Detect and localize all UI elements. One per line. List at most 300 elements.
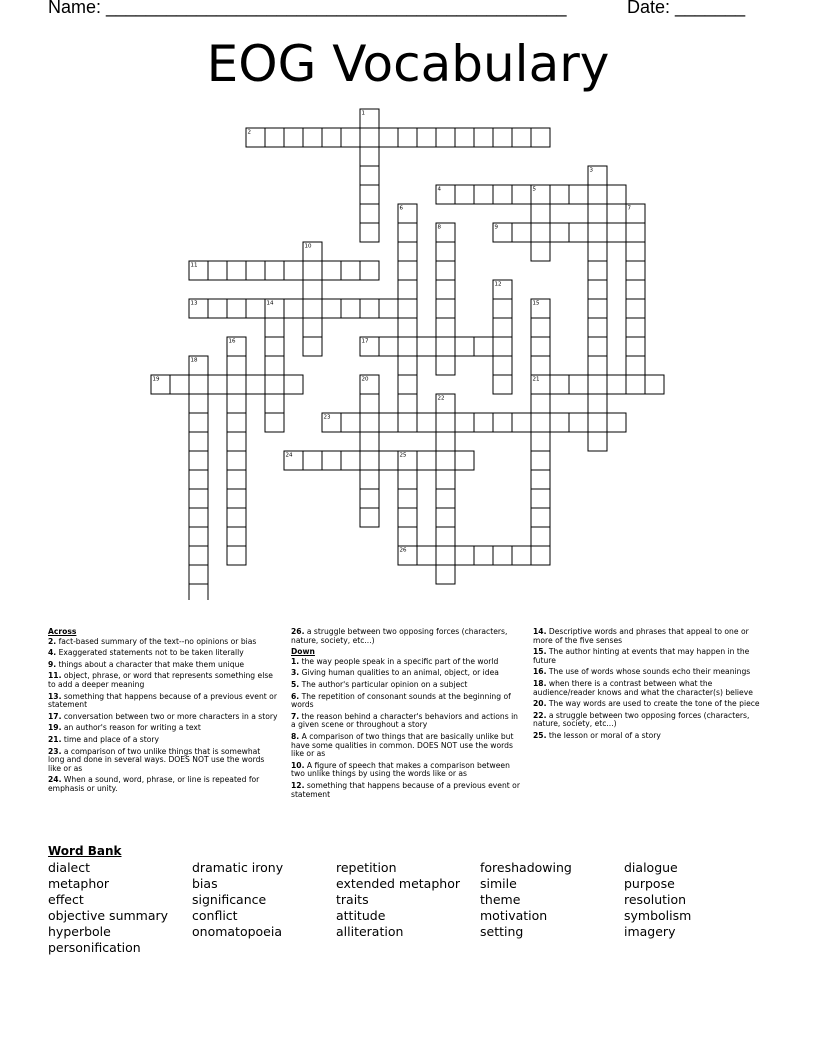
crossword-cell[interactable] [588,280,607,299]
crossword-cell[interactable] [303,128,322,147]
crossword-cell[interactable] [607,223,626,242]
crossword-cell[interactable] [436,299,455,318]
crossword-cell[interactable] [189,451,208,470]
crossword-cell[interactable] [322,451,341,470]
word-bank-word: significance [192,892,267,907]
crossword-cell[interactable] [265,394,284,413]
clue-number: 16. [533,667,547,677]
crossword-cell[interactable] [189,527,208,546]
crossword-cell[interactable] [379,451,398,470]
crossword-cell[interactable] [227,299,246,318]
crossword-cell[interactable] [436,242,455,261]
clue-text: a struggle between two opposing forces (characters, nature, society, etc...) [291,627,508,645]
crossword-cell[interactable] [379,299,398,318]
crossword-cell[interactable] [550,185,569,204]
clue-text: something that happens because of a previous event or statement [291,780,520,799]
crossword-cell[interactable] [341,413,360,432]
crossword-cell[interactable] [398,223,417,242]
crossword-cell[interactable] [398,527,417,546]
cell-number: 15 [532,300,540,307]
word-bank-column [48,860,168,956]
crossword-cell[interactable] [265,413,284,432]
crossword-cell[interactable] [417,546,436,565]
crossword-cell[interactable] [398,470,417,489]
crossword-cell[interactable] [474,128,493,147]
cell-number: 21 [532,376,540,383]
crossword-cell[interactable] [493,185,512,204]
crossword-cell[interactable] [436,413,455,432]
crossword-cell[interactable] [531,508,550,527]
word-bank-word: hyperbole [48,924,111,939]
crossword-cell[interactable] [588,356,607,375]
clue-item [48,672,278,689]
clue-item [291,681,521,690]
crossword-cell[interactable] [360,413,379,432]
crossword-cell[interactable] [360,147,379,166]
clue-number: 13. [48,691,62,701]
crossword-cell[interactable] [189,413,208,432]
clue-item [533,700,763,709]
crossword-cell[interactable] [493,356,512,375]
crossword-cell[interactable] [474,337,493,356]
crossword-cell[interactable] [360,489,379,508]
crossword-cell[interactable] [531,204,550,223]
clue-item [291,628,521,645]
crossword-cell[interactable] [303,261,322,280]
clue-text: things about a character that make them unique [56,659,245,669]
word-bank-word: resolution [624,892,687,907]
clue-number: 4. [48,648,57,658]
crossword-cell[interactable] [189,508,208,527]
crossword-cell[interactable] [265,337,284,356]
crossword-cell[interactable] [227,546,246,565]
down-heading: Down [291,647,315,657]
crossword-cell[interactable] [322,261,341,280]
crossword-cell[interactable] [436,261,455,280]
crossword-cell[interactable] [227,508,246,527]
crossword-cell[interactable] [246,299,265,318]
crossword-cell[interactable] [227,394,246,413]
crossword-cell[interactable] [303,299,322,318]
crossword-cell[interactable] [455,185,474,204]
crossword-cell[interactable] [360,166,379,185]
crossword-cell[interactable] [189,489,208,508]
clue-text: Exaggerated statements not to be taken literally [56,648,244,658]
crossword-cell[interactable] [512,223,531,242]
date-field-label: Date: _______ [627,0,746,17]
clue-item [291,693,521,710]
clue-text: A comparison of two things that are basically unlike but have some qualities in common. DOES NOT use the words like or as [291,731,514,759]
crossword-cell[interactable] [170,375,189,394]
crossword-cell[interactable] [588,432,607,451]
crossword-cell[interactable] [493,413,512,432]
crossword-cell[interactable] [436,546,455,565]
clue-text: conversation between two or more characters in a story [61,711,278,721]
crossword-cell[interactable] [588,261,607,280]
crossword-cell[interactable] [360,451,379,470]
crossword-cell[interactable] [569,413,588,432]
crossword-cell[interactable] [512,413,531,432]
crossword-cell[interactable] [569,185,588,204]
crossword-cell[interactable] [227,527,246,546]
clue-text: the lesson or moral of a story [546,730,661,740]
clue-text: a comparison of two unlike things that is somewhat long and done in several ways. DOES NOT use the words like or as [48,746,265,773]
crossword-cell[interactable] [360,261,379,280]
word-bank-word: dialogue [624,860,678,875]
clue-number: 7. [291,711,300,721]
crossword-cell[interactable] [493,546,512,565]
crossword-cell[interactable] [588,413,607,432]
word-bank-word: traits [336,892,369,907]
clue-number: 1. [291,656,300,666]
crossword-cell[interactable] [417,451,436,470]
clue-text: The use of words whose sounds echo their meanings [546,667,751,677]
crossword-cell[interactable] [436,565,455,584]
clue-text: The author's particular opinion on a subject [299,679,468,689]
crossword-cell[interactable] [265,128,284,147]
crossword-cell[interactable] [531,432,550,451]
crossword-cell[interactable] [531,394,550,413]
cell-number: 12 [494,281,502,288]
crossword-cell[interactable] [246,375,265,394]
crossword-cell[interactable] [360,470,379,489]
crossword-cell[interactable] [493,375,512,394]
crossword-cell[interactable] [341,451,360,470]
crossword-cell[interactable] [436,280,455,299]
clue-number: 15. [533,647,547,657]
crossword-cell[interactable] [588,242,607,261]
crossword-cell[interactable] [512,546,531,565]
clue-item [48,736,278,745]
crossword-cell[interactable] [455,128,474,147]
clue-number: 12. [291,780,305,790]
clue-number: 2. [48,636,57,646]
crossword-cell[interactable] [531,356,550,375]
crossword-cell[interactable] [531,527,550,546]
crossword-cell[interactable] [360,508,379,527]
word-bank-word: foreshadowing [480,860,572,875]
crossword-cell[interactable] [227,451,246,470]
crossword-cell[interactable] [398,337,417,356]
cell-number: 20 [361,376,369,383]
crossword-cell[interactable] [265,318,284,337]
cell-number: 23 [323,414,331,421]
crossword-cell[interactable] [379,337,398,356]
crossword-cell[interactable] [531,470,550,489]
crossword-cell[interactable] [189,565,208,584]
crossword-cell[interactable] [531,318,550,337]
crossword-cell[interactable] [512,128,531,147]
crossword-cell[interactable] [398,280,417,299]
crossword-cell[interactable] [588,223,607,242]
crossword-cell[interactable] [493,128,512,147]
crossword-cell[interactable] [531,242,550,261]
cell-number: 9 [494,224,498,231]
crossword-cell[interactable] [436,508,455,527]
crossword-cell[interactable] [531,337,550,356]
word-bank-title: Word Bank [48,844,122,858]
crossword-cell[interactable] [227,356,246,375]
clue-text: an author's reason for writing a text [61,723,201,733]
clue-item [48,638,278,647]
clue-text: Descriptive words and phrases that appeal to one or more of the five senses [533,627,749,645]
crossword-cell[interactable] [550,223,569,242]
clue-number: 5. [291,679,300,689]
crossword-cell[interactable] [626,356,645,375]
clue-item [533,680,763,697]
clue-text: fact-based summary of the text--no opinions or bias [56,636,257,646]
crossword-cell[interactable] [417,413,436,432]
word-bank-word: repetition [336,860,397,875]
crossword-cell[interactable] [398,261,417,280]
clue-text: object, phrase, or word that represents something else to add a deeper meaning [48,671,273,689]
crossword-cell[interactable] [398,128,417,147]
crossword-cell[interactable] [189,375,208,394]
crossword-cell[interactable] [531,451,550,470]
crossword-cell[interactable] [588,318,607,337]
crossword-cell[interactable] [531,489,550,508]
clue-number: 18. [533,678,547,688]
word-bank-word: simile [480,876,517,891]
crossword-cell[interactable] [455,337,474,356]
crossword-cell[interactable] [189,546,208,565]
crossword-cell[interactable] [265,375,284,394]
clue-number: 10. [291,760,305,770]
crossword-cell[interactable] [531,223,550,242]
cell-number: 26 [399,547,407,554]
crossword-cell[interactable] [474,413,493,432]
clue-text: when there is a contrast between what the audience/reader knows and what the character(s) believe [533,678,753,697]
word-bank-column [192,860,283,940]
crossword-cell[interactable] [398,508,417,527]
crossword-cell[interactable] [436,451,455,470]
crossword-cell[interactable] [417,128,436,147]
word-bank-word: conflict [192,908,238,923]
crossword-cell[interactable] [398,489,417,508]
crossword-cell[interactable] [588,185,607,204]
page-title: EOG Vocabulary [206,35,610,93]
crossword-cell[interactable] [227,432,246,451]
crossword-cell[interactable] [360,299,379,318]
clue-number: 3. [291,668,300,678]
crossword-cell[interactable] [607,413,626,432]
crossword-cell[interactable] [322,128,341,147]
crossword-cell[interactable] [189,394,208,413]
word-bank-column [336,860,460,940]
crossword-cell[interactable] [626,375,645,394]
crossword-cell[interactable] [607,185,626,204]
crossword-cell[interactable] [436,128,455,147]
crossword-cell[interactable] [436,318,455,337]
crossword-cell[interactable] [436,489,455,508]
cell-number: 4 [437,186,441,193]
clue-item [291,658,521,667]
crossword-cell[interactable] [189,584,208,600]
crossword-cell[interactable] [227,375,246,394]
crossword-cell[interactable] [322,299,341,318]
clue-item [291,782,521,799]
crossword-cell[interactable] [265,261,284,280]
cell-number: 22 [437,395,445,402]
crossword-cell[interactable] [341,261,360,280]
clue-text: A figure of speech that makes a comparison between two unlike things by using the words like or as [291,760,510,779]
crossword-cell[interactable] [303,451,322,470]
clue-number: 24. [48,775,62,785]
crossword-cell[interactable] [208,375,227,394]
crossword-cell[interactable] [626,280,645,299]
crossword-cell[interactable] [417,337,436,356]
clues-column-1 [48,628,278,797]
crossword-cell[interactable] [550,375,569,394]
crossword-cell[interactable] [360,204,379,223]
crossword-cell[interactable] [626,261,645,280]
crossword-cell[interactable] [569,375,588,394]
cell-number: 7 [627,205,631,212]
crossword-cell[interactable] [341,128,360,147]
crossword-cell[interactable] [531,128,550,147]
crossword-cell[interactable] [398,375,417,394]
crossword-cell[interactable] [474,185,493,204]
crossword-cell[interactable] [227,413,246,432]
cell-number: 13 [190,300,198,307]
crossword-cell[interactable] [569,223,588,242]
cell-number: 18 [190,357,198,364]
clue-item [48,649,278,658]
crossword-cell[interactable] [303,280,322,299]
crossword-cell[interactable] [360,223,379,242]
crossword-cell[interactable] [493,318,512,337]
crossword-cell[interactable] [284,128,303,147]
crossword-cell[interactable] [379,413,398,432]
clue-text: time and place of a story [61,734,159,744]
crossword-cell[interactable] [360,128,379,147]
clue-number: 26. [291,627,305,636]
crossword-cell[interactable] [303,318,322,337]
word-bank-column [624,860,691,940]
crossword-cell[interactable] [531,413,550,432]
crossword-cell[interactable] [227,489,246,508]
word-bank-word: attitude [336,908,386,923]
clue-number: 20. [533,699,547,709]
crossword-cell[interactable] [398,318,417,337]
crossword-cell[interactable] [436,337,455,356]
clue-number: 8. [291,731,300,741]
crossword-cell[interactable] [398,394,417,413]
crossword-cell[interactable] [626,318,645,337]
crossword-cell[interactable] [588,337,607,356]
clue-number: 21. [48,734,62,744]
crossword-cell[interactable] [493,299,512,318]
crossword-cell[interactable] [436,470,455,489]
crossword-cell[interactable] [455,413,474,432]
crossword-cell[interactable] [398,242,417,261]
clue-number: 6. [291,691,300,701]
crossword-cell[interactable] [265,356,284,375]
crossword-cell[interactable] [436,356,455,375]
word-bank-word: objective summary [48,908,169,923]
clue-item [533,712,763,729]
crossword-cell[interactable] [588,204,607,223]
clue-number: 19. [48,723,62,733]
crossword-cell[interactable] [341,299,360,318]
crossword-cell[interactable] [626,337,645,356]
word-bank-word: imagery [624,924,676,939]
clue-item [533,628,763,645]
clue-item [533,668,763,677]
cell-number: 16 [228,338,236,345]
word-bank-word: metaphor [48,876,110,891]
cell-number: 10 [304,243,312,250]
crossword-cell[interactable] [398,356,417,375]
crossword-cell[interactable] [360,394,379,413]
crossword-cell[interactable] [588,299,607,318]
crossword-cell[interactable] [531,546,550,565]
cell-number: 17 [361,338,369,345]
clue-number: 25. [533,730,547,740]
crossword-cell[interactable] [550,413,569,432]
cell-number: 25 [399,452,407,459]
crossword-cell[interactable] [626,299,645,318]
crossword-cell[interactable] [227,261,246,280]
crossword-cell[interactable] [360,432,379,451]
crossword-cell[interactable] [626,223,645,242]
crossword-cell[interactable] [436,527,455,546]
crossword-cell[interactable] [189,470,208,489]
clue-number: 23. [48,746,62,756]
crossword-cell[interactable] [436,432,455,451]
crossword-cell[interactable] [455,546,474,565]
cell-number: 11 [190,262,198,269]
clue-text: The way words are used to create the tone of the piece [546,699,760,709]
cell-number: 6 [399,205,403,212]
crossword-cell[interactable] [493,337,512,356]
crossword-cell[interactable] [398,299,417,318]
clue-number: 9. [48,659,57,669]
crossword-cell[interactable] [455,451,474,470]
crossword-cell[interactable] [227,470,246,489]
crossword-cell[interactable] [626,242,645,261]
crossword-cell[interactable] [474,546,493,565]
crossword-cell[interactable] [284,375,303,394]
crossword-cell[interactable] [246,261,265,280]
crossword-cell[interactable] [645,375,664,394]
crossword-cell[interactable] [303,337,322,356]
clue-item [291,733,521,759]
crossword-cell[interactable] [512,185,531,204]
crossword-cell[interactable] [284,261,303,280]
clue-item [48,713,278,722]
cell-number: 14 [266,300,274,307]
word-bank-word: alliteration [336,924,404,939]
crossword-cell[interactable] [588,375,607,394]
cell-number: 19 [152,376,160,383]
crossword-cell[interactable] [208,299,227,318]
clue-number: 17. [48,711,62,721]
word-bank-word: motivation [480,908,548,923]
crossword-cell[interactable] [607,375,626,394]
word-bank-word: onomatopoeia [192,924,283,939]
crossword-cell[interactable] [284,299,303,318]
crossword-cell[interactable] [588,394,607,413]
crossword-cell[interactable] [189,432,208,451]
clue-text: The repetition of consonant sounds at the beginning of words [291,691,511,710]
cell-number: 5 [532,186,536,193]
crossword-cell[interactable] [360,185,379,204]
crossword-cell[interactable] [208,261,227,280]
clue-item [48,748,278,774]
crossword-cell[interactable] [398,413,417,432]
crossword-cell[interactable] [379,128,398,147]
